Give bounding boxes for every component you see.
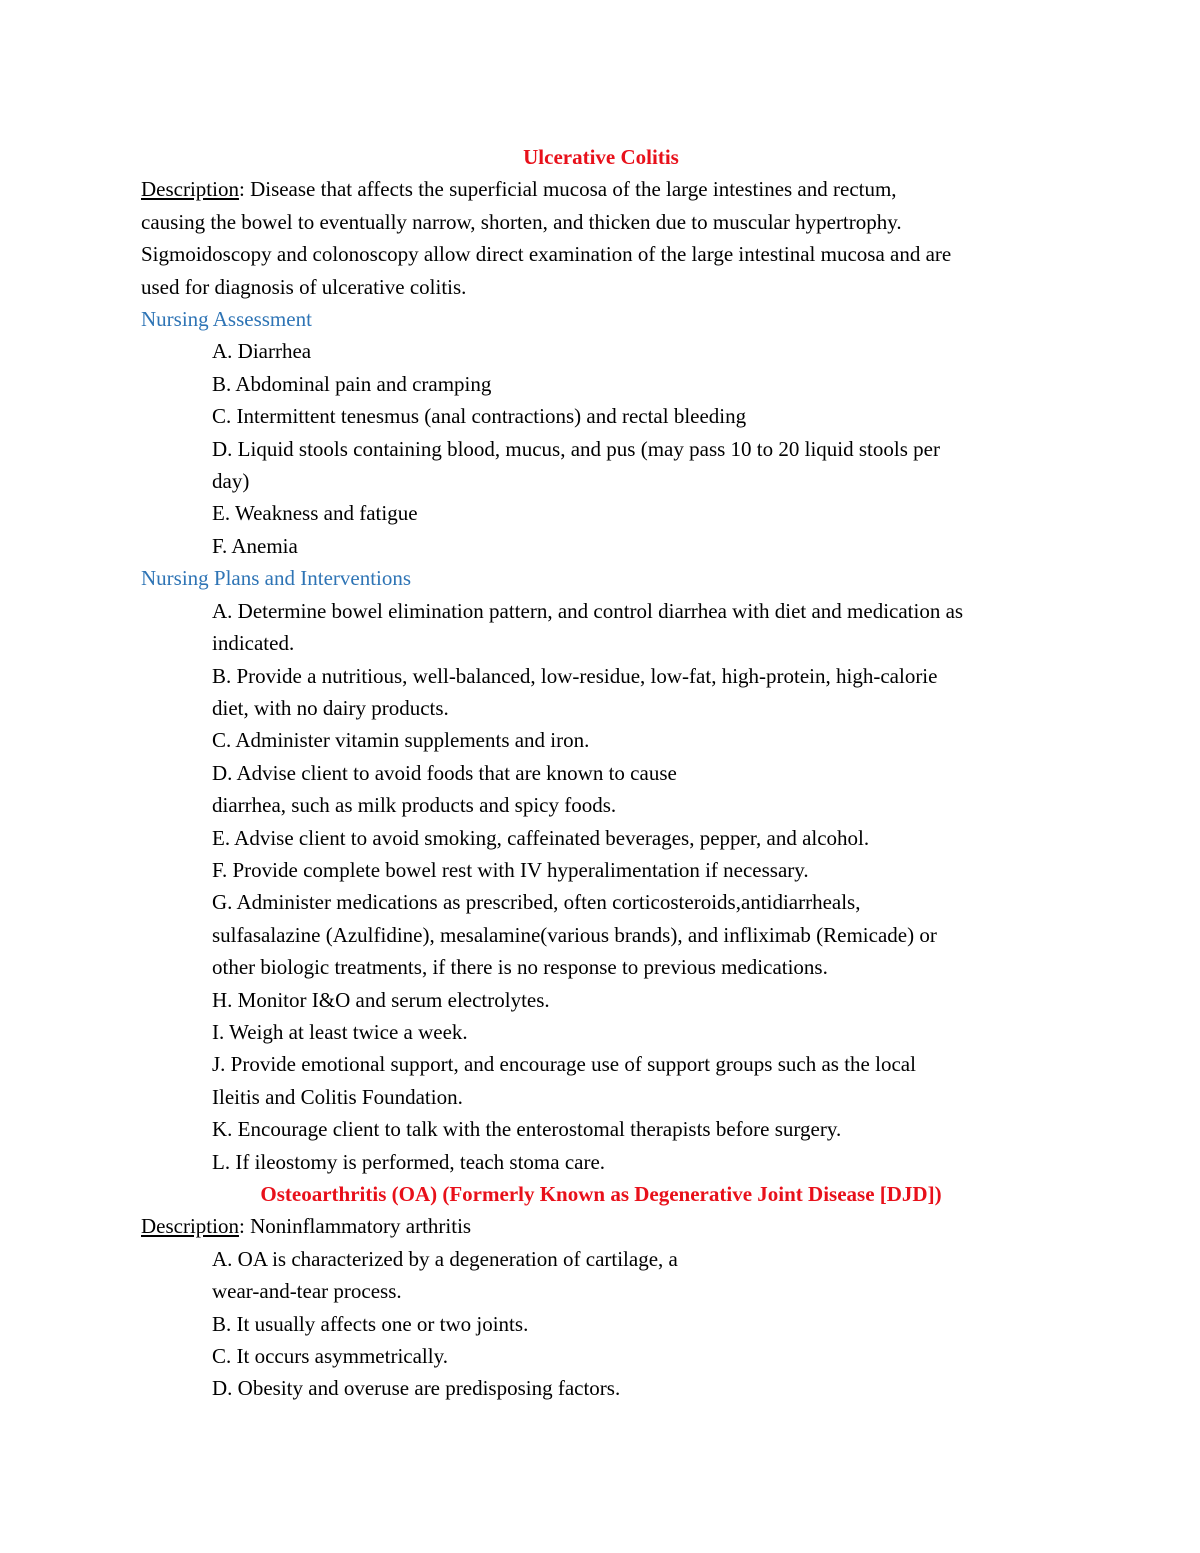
oa-item: B. It usually affects one or two joints. <box>212 1311 529 1336</box>
uc-assessment-item: D. Liquid stools containing blood, mucus, and pus (may pass 10 to 20 liquid stools per <box>212 436 940 461</box>
uc-description-line-4: used for diagnosis of ulcerative colitis. <box>141 274 467 299</box>
uc-plans-item: diarrhea, such as milk products and spicy foods. <box>212 793 617 818</box>
document-content <box>141 141 1061 1405</box>
uc-description-line-2: causing the bowel to eventually narrow, shorten, and thicken due to muscular hypertrophy. <box>141 209 902 234</box>
uc-title: Ulcerative Colitis <box>523 145 679 169</box>
uc-plans-item: A. Determine bowel elimination pattern, and control diarrhea with diet and medication as <box>212 598 964 623</box>
uc-plans-item: I. Weigh at least twice a week. <box>212 1019 468 1044</box>
uc-assessment-item: day) <box>212 469 250 494</box>
uc-plans-item: J. Provide emotional support, and encourage use of support groups such as the local <box>212 1052 916 1077</box>
uc-plans-item: Ileitis and Colitis Foundation. <box>212 1084 463 1109</box>
uc-description-text: : Disease that affects the superficial mucosa of the large intestines and rectum, <box>238 177 897 202</box>
uc-plans-item: C. Administer vitamin supplements and iron. <box>212 728 590 753</box>
uc-plans-item: G. Administer medications as prescribed, often corticosteroids,antidiarrheals, <box>212 890 861 915</box>
oa-item: C. It occurs asymmetrically. <box>212 1344 448 1369</box>
uc-plans-item: L. If ileostomy is performed, teach stoma care. <box>212 1149 606 1174</box>
uc-plans-item: D. Advise client to avoid foods that are known to cause <box>212 760 677 785</box>
uc-assessment-item: C. Intermittent tenesmus (anal contractions) and rectal bleeding <box>212 404 747 429</box>
uc-assessment-item: B. Abdominal pain and cramping <box>212 371 492 396</box>
uc-description-label: Description <box>141 177 239 202</box>
oa-description-label: Description <box>141 1214 239 1239</box>
uc-plans-item: H. Monitor I&O and serum electrolytes. <box>212 987 550 1012</box>
uc-assessment-heading: Nursing Assessment <box>141 307 312 332</box>
oa-description-text: : Noninflammatory arthritis <box>238 1214 472 1239</box>
uc-plans-item: other biologic treatments, if there is no response to previous medications. <box>212 955 828 980</box>
oa-title: Osteoarthritis (OA) (Formerly Known as Degenerative Joint Disease [DJD]) <box>260 1182 942 1206</box>
uc-plans-heading: Nursing Plans and Interventions <box>141 566 412 591</box>
oa-item: wear-and-tear process. <box>212 1279 402 1304</box>
oa-item: A. OA is characterized by a degeneration of cartilage, a <box>212 1246 678 1271</box>
uc-description-line-3: Sigmoidoscopy and colonoscopy allow direct examination of the large intestinal mucosa and are <box>141 242 952 267</box>
uc-plans-item: diet, with no dairy products. <box>212 695 449 720</box>
uc-assessment-item: E. Weakness and fatigue <box>212 501 418 526</box>
uc-plans-item: indicated. <box>212 631 295 656</box>
uc-plans-item: sulfasalazine (Azulfidine), mesalamine(various brands), and infliximab (Remicade) or <box>212 922 937 947</box>
uc-description-line-1 <box>141 173 1061 205</box>
oa-description-line <box>141 1210 1061 1242</box>
uc-plans-item: B. Provide a nutritious, well-balanced, low-residue, low-fat, high-protein, high-calorie <box>212 663 938 688</box>
uc-assessment-item: A. Diarrhea <box>212 339 312 364</box>
uc-plans-item: K. Encourage client to talk with the enterostomal therapists before surgery. <box>212 1117 842 1142</box>
oa-item: D. Obesity and overuse are predisposing factors. <box>212 1376 621 1401</box>
uc-assessment-item: F. Anemia <box>212 533 298 558</box>
uc-plans-item: F. Provide complete bowel rest with IV hyperalimentation if necessary. <box>212 857 809 882</box>
uc-plans-item: E. Advise client to avoid smoking, caffeinated beverages, pepper, and alcohol. <box>212 825 870 850</box>
